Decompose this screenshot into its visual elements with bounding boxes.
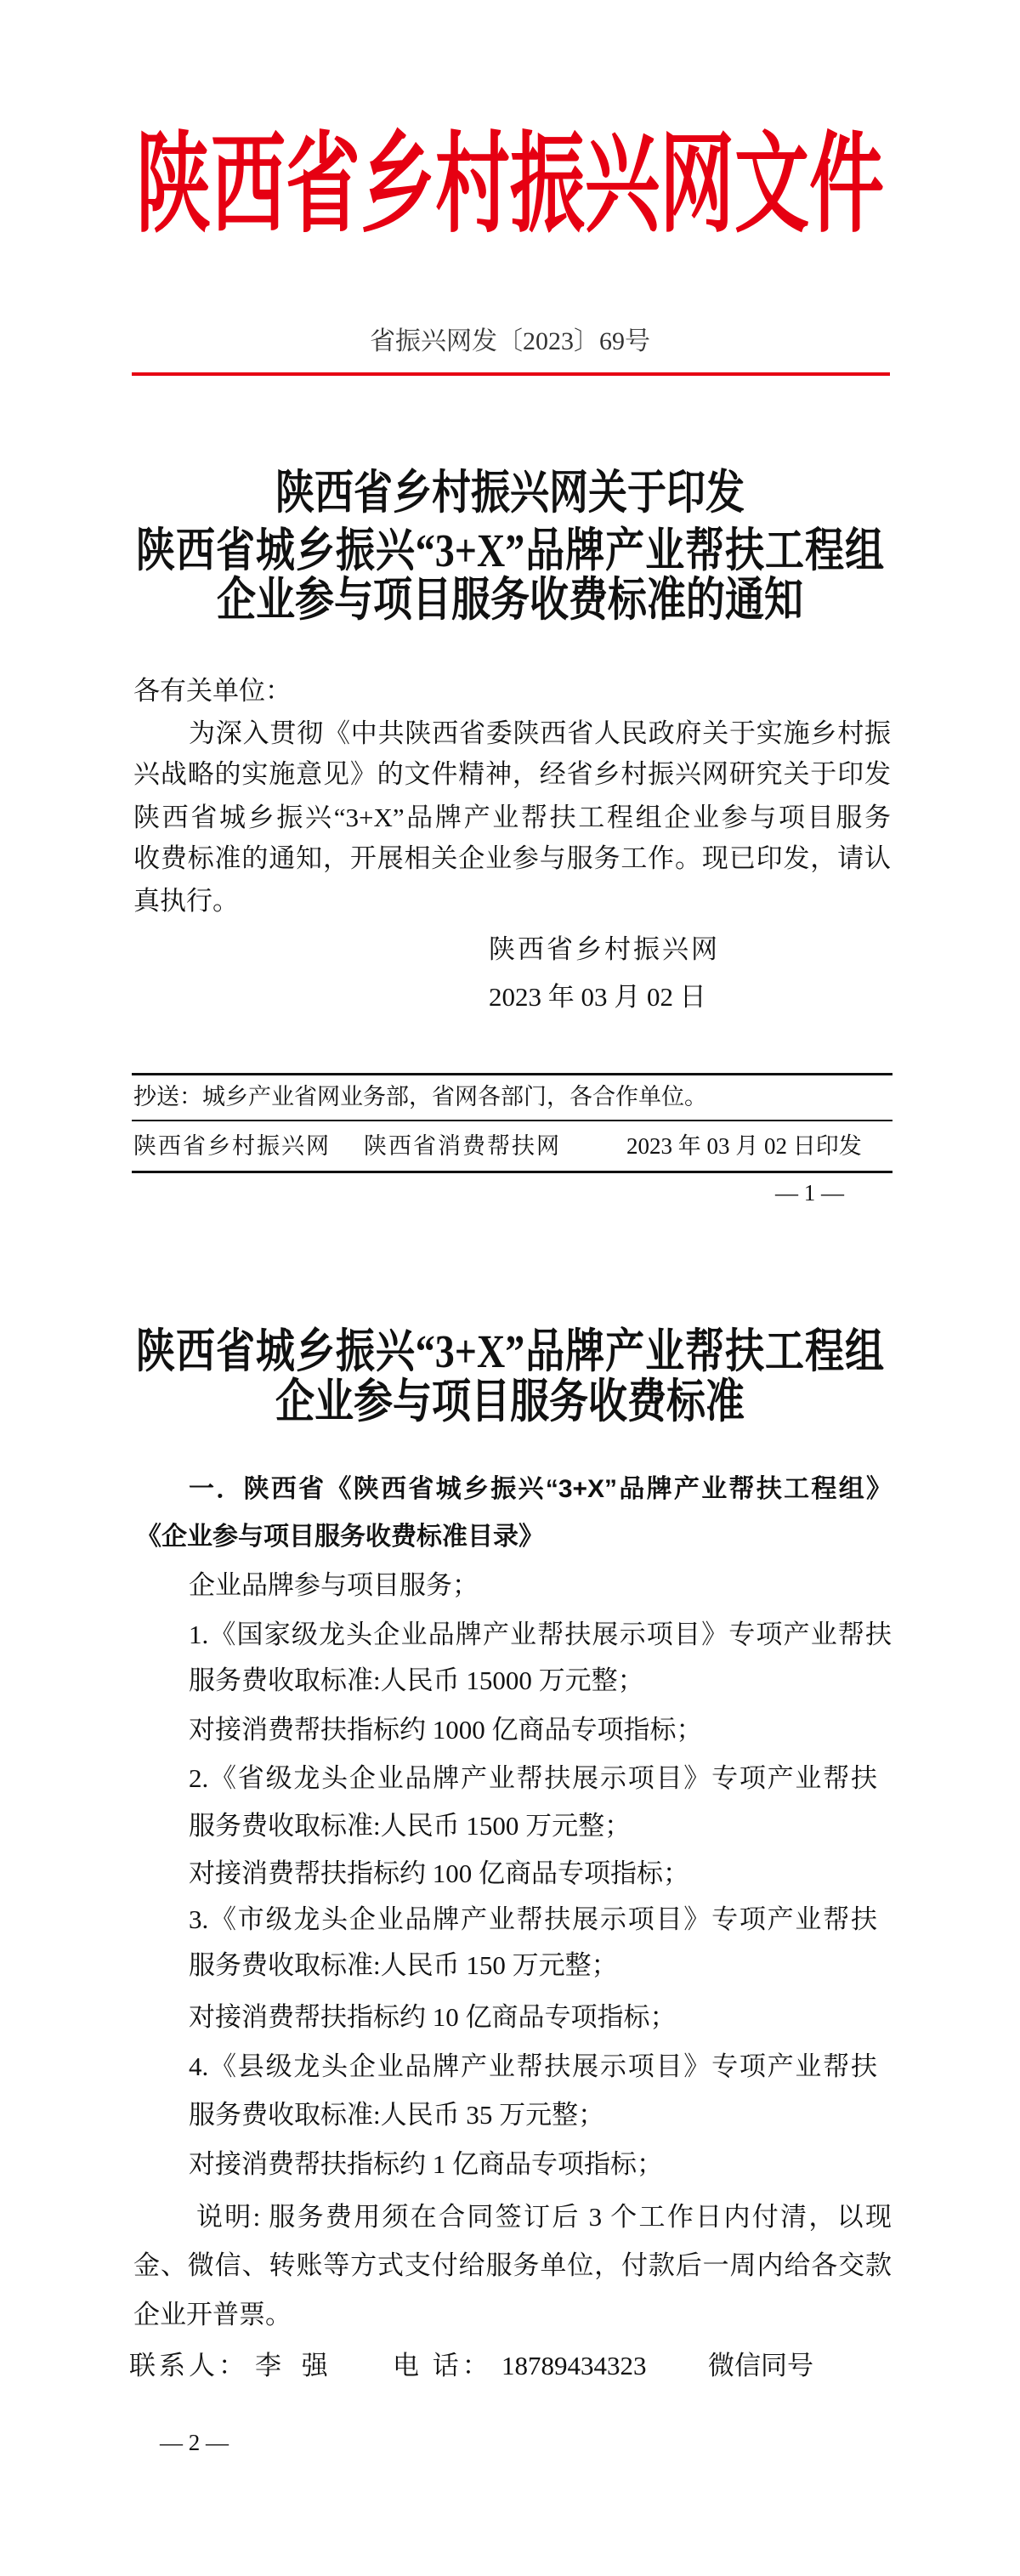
footer-rule-bottom bbox=[132, 1171, 892, 1173]
standard-title-line-1: 陕西省城乡振兴“3+X”品牌产业帮扶工程组 bbox=[136, 1325, 884, 1377]
page-number-2: — 2 — bbox=[160, 2430, 229, 2455]
notice-title-line-1: 陕西省乡村振兴网关于印发 bbox=[275, 466, 745, 519]
note-line: 说明: 服务费用须在合同签订后 3 个工作日内付清，以现 bbox=[196, 2202, 892, 2232]
page-number-1: — 1 — bbox=[775, 1180, 844, 1206]
item-title: 4.《县级龙头企业品牌产业帮扶展示项目》专项产业帮扶 bbox=[189, 2051, 877, 2081]
footer-rule-middle bbox=[132, 1120, 892, 1121]
item-fee: 服务费收取标准:人民币 35 万元整； bbox=[189, 2100, 605, 2130]
red-divider bbox=[132, 372, 890, 376]
item-fee: 服务费收取标准:人民币 1500 万元整； bbox=[189, 1811, 632, 1841]
issuer-name-1: 陕西省乡村振兴网 bbox=[133, 1133, 331, 1159]
section-heading-line-1: 一．陕西省《陕西省城乡振兴“3+X”品牌产业帮扶工程组》 bbox=[189, 1475, 892, 1503]
item-title: 3.《市级龙头企业品牌产业帮扶展示项目》专项产业帮扶 bbox=[189, 1904, 877, 1934]
body-line: 为深入贯彻《中共陕西省委陕西省人民政府关于实施乡村振 bbox=[189, 718, 891, 748]
body-line: 兴战略的实施意见》的文件精神，经省乡村振兴网研究关于印发 bbox=[133, 759, 891, 789]
notice-title-line-2: 陕西省城乡振兴“3+X”品牌产业帮扶工程组 bbox=[136, 524, 884, 576]
signature-date: 2023 年 03 月 02 日 bbox=[489, 982, 706, 1012]
note-line: 金、微信、转账等方式支付给服务单位，付款后一周内给各交款 bbox=[133, 2250, 892, 2280]
salutation: 各有关单位： bbox=[133, 676, 292, 706]
cc-list: 抄送：城乡产业省网业务部，省网各部门，各合作单位。 bbox=[133, 1084, 707, 1109]
phone-label: 电 话： bbox=[393, 2351, 492, 2380]
item-title: 1.《国家级龙头企业品牌产业帮扶展示项目》专项产业帮扶 bbox=[189, 1620, 892, 1649]
item-target: 对接消费帮扶指标约 1000 亿商品专项指标； bbox=[189, 1715, 703, 1745]
intro-line: 企业品牌参与项目服务； bbox=[189, 1570, 479, 1600]
body-line: 真执行。 bbox=[133, 886, 239, 916]
item-target: 对接消费帮扶指标约 10 亿商品专项指标； bbox=[189, 2002, 677, 2032]
notice-title-line-3: 企业参与项目服务收费标准的通知 bbox=[217, 573, 803, 626]
item-fee: 服务费收取标准:人民币 150 万元整； bbox=[189, 1950, 618, 1980]
contact-name: 李 强 bbox=[255, 2351, 335, 2380]
footer-rule-top bbox=[132, 1073, 892, 1075]
contact-label: 联系人： bbox=[129, 2351, 248, 2380]
issuer-red-title: 陕西省乡村振兴网文件 bbox=[136, 126, 885, 247]
signature-org: 陕西省乡村振兴网 bbox=[489, 934, 720, 964]
body-line: 陕西省城乡振兴“3+X”品牌产业帮扶工程组企业参与项目服务 bbox=[133, 803, 891, 832]
item-target: 对接消费帮扶指标约 100 亿商品专项指标； bbox=[189, 1858, 689, 1888]
standard-title-line-2: 企业参与项目服务收费标准 bbox=[275, 1375, 745, 1427]
note-line: 企业开普票。 bbox=[133, 2300, 292, 2329]
body-line: 收费标准的通知，开展相关企业参与服务工作。现已印发，请认 bbox=[133, 843, 891, 873]
document-number: 省振兴网发〔2023〕69号 bbox=[370, 327, 650, 355]
issuer-name-2: 陕西省消费帮扶网 bbox=[364, 1133, 561, 1159]
item-title: 2.《省级龙头企业品牌产业帮扶展示项目》专项产业帮扶 bbox=[189, 1763, 877, 1793]
wechat-note: 微信同号 bbox=[708, 2351, 813, 2380]
phone-number: 18789434323 bbox=[502, 2351, 647, 2380]
section-heading-line-2: 《企业参与项目服务收费标准目录》 bbox=[136, 1523, 544, 1551]
item-fee: 服务费收取标准:人民币 15000 万元整； bbox=[189, 1665, 644, 1695]
item-target: 对接消费帮扶指标约 1 亿商品专项指标； bbox=[189, 2149, 663, 2179]
issue-date: 2023 年 03 月 02 日印发 bbox=[626, 1133, 862, 1159]
